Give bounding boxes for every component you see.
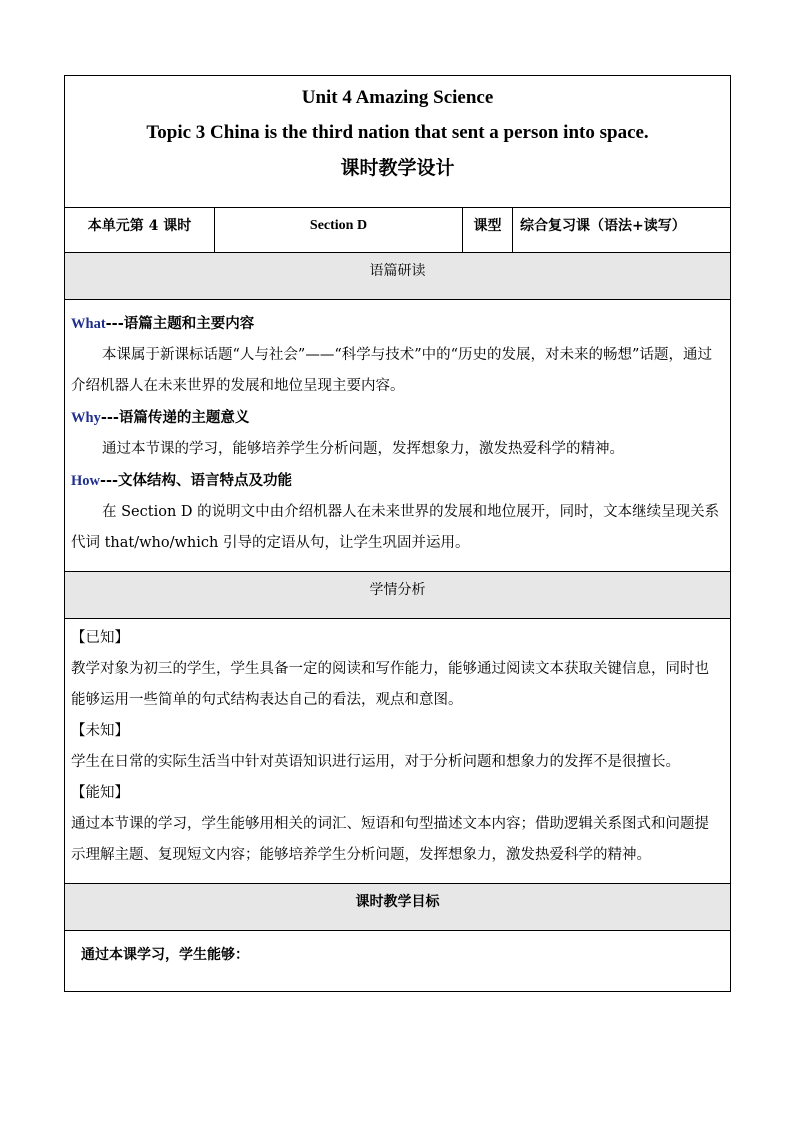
known-label: 【已知】 [71, 630, 129, 646]
what-paragraph: 本课属于新课标话题“人与社会”——“科学与技术”中的“历史的发展，对未来的畅想”话题，通过介绍机器人在未来世界的发展和地位呈现主要内容。 [71, 347, 712, 394]
title-block [65, 76, 731, 208]
lesson-plan-table [64, 75, 731, 992]
why-label: Why [71, 410, 101, 426]
lesson-number: 本单元第 4 课时 [87, 218, 192, 234]
able-label: 【能知】 [71, 785, 129, 801]
what-title: ---语篇主题和主要内容 [105, 315, 255, 332]
why-heading [71, 402, 722, 434]
student-analysis-body [65, 619, 731, 884]
goals-intro: 通过本课学习，学生能够： [81, 947, 249, 963]
unit-title: Unit 4 Amazing Science [301, 87, 494, 108]
how-heading [71, 465, 722, 497]
lesson-type-label-cell [463, 208, 513, 253]
what-heading [71, 308, 722, 340]
able-paragraph: 通过本节课的学习，学生能够用相关的词汇、短语和句型描述文本内容；借助逻辑关系图式和问题提示理解主题、复现短文内容；能够培养学生分析问题，发挥想象力，激发热爱科学的精神。 [71, 816, 709, 863]
lesson-number-cell [65, 208, 215, 253]
lesson-type-label: 课型 [473, 218, 502, 234]
section-name: Section D [309, 218, 368, 233]
lesson-meta-row [65, 208, 731, 253]
unknown-paragraph: 学生在日常的实际生活当中针对英语知识进行运用，对于分析问题和想象力的发挥不是很擅长。 [71, 754, 680, 770]
lesson-type-value-cell [513, 208, 731, 253]
known-paragraph: 教学对象为初三的学生，学生具备一定的阅读和写作能力，能够通过阅读文本获取关键信息，同时也能够运用一些简单的句式结构表达自己的看法，观点和意图。 [71, 661, 709, 708]
why-paragraph: 通过本节课的学习，能够培养学生分析问题，发挥想象力，激发热爱科学的精神。 [102, 441, 624, 457]
lesson-type-value: 综合复习课（语法+读写） [520, 218, 686, 234]
how-title: ---文体结构、语言特点及功能 [100, 472, 293, 489]
how-paragraph: 在 Section D 的说明文中由介绍机器人在未来世界的发展和地位展开，同时，文本继续呈现关系代词 that/who/which 引导的定语从句，让学生巩固并运用。 [71, 504, 720, 551]
student-analysis-header [65, 572, 731, 619]
why-title: ---语篇传递的主题意义 [100, 409, 250, 426]
what-label: What [71, 316, 106, 332]
goals-title: 课时教学目标 [355, 894, 440, 910]
text-analysis-header [65, 253, 731, 300]
document-title: 课时教学设计 [340, 157, 455, 179]
student-analysis-title: 学情分析 [369, 582, 426, 598]
section-cell [215, 208, 463, 253]
text-analysis-body [65, 300, 731, 572]
text-analysis-title: 语篇研读 [369, 263, 426, 279]
unknown-label: 【未知】 [71, 723, 129, 739]
goals-body [65, 931, 731, 992]
topic-title: Topic 3 China is the third nation that sent a person into space. [146, 122, 649, 143]
goals-header [65, 884, 731, 931]
how-label: How [71, 473, 100, 489]
